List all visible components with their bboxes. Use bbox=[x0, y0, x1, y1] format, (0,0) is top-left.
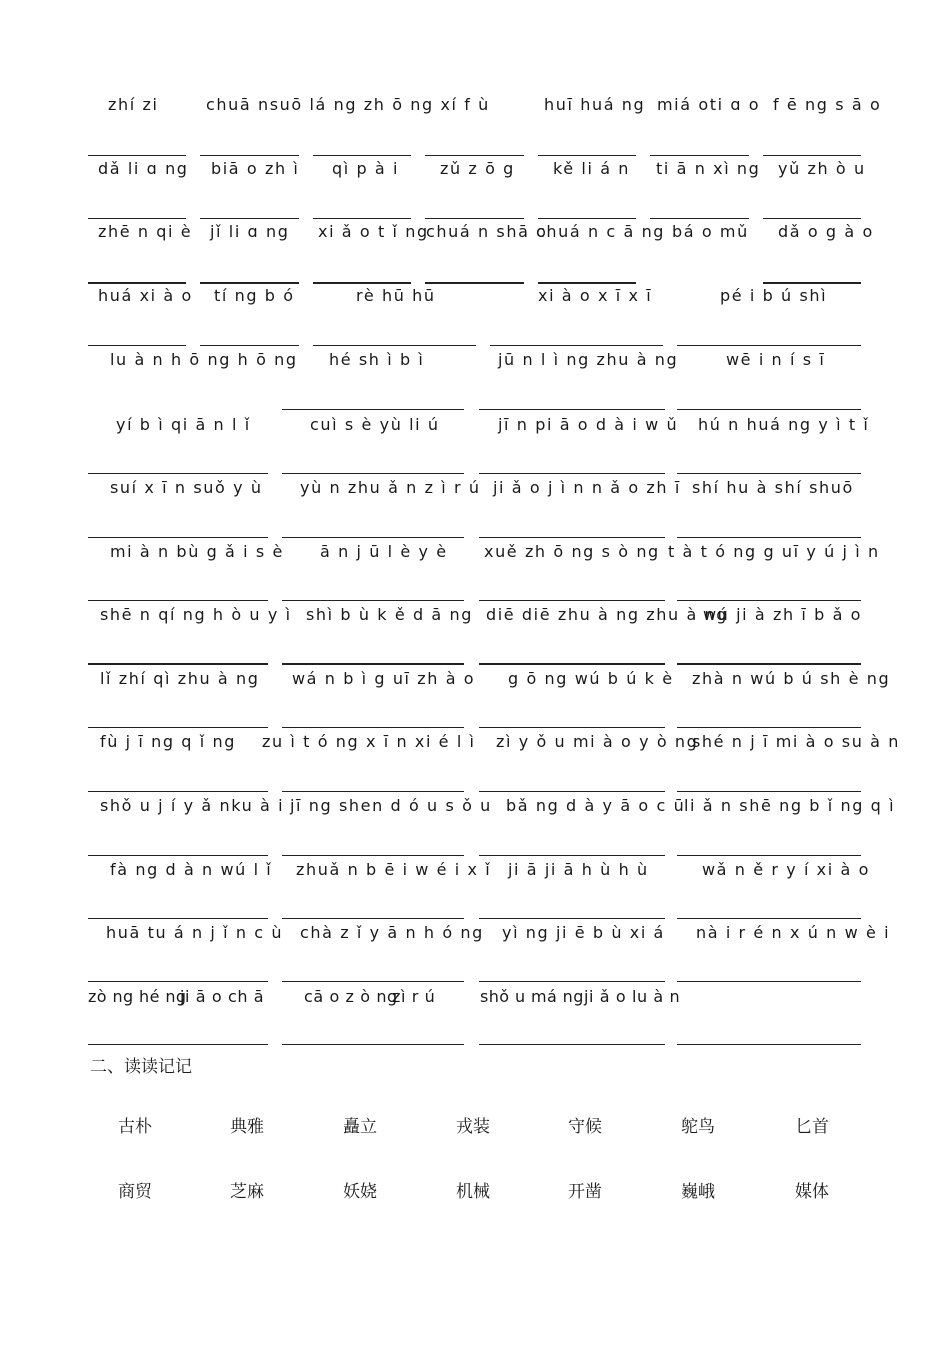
pinyin-word: diē diē zhu à ng zhu à ng bbox=[486, 605, 729, 624]
pinyin-word: xuě zh ō ng s ò ng bbox=[484, 542, 660, 561]
pinyin-word: cā o z ò ng bbox=[304, 987, 398, 1006]
pinyin-word: hé sh ì b ì bbox=[329, 350, 425, 369]
pinyin-word: shí hu à shí shuō bbox=[692, 478, 854, 497]
vocab-word: 芝麻 bbox=[230, 1182, 264, 1202]
answer-line bbox=[677, 1044, 861, 1045]
pinyin-word: zì y ǒ u mi à o y ò ng bbox=[496, 732, 699, 751]
answer-line bbox=[479, 409, 665, 410]
answer-line bbox=[88, 1044, 268, 1045]
pinyin-word: chuá n c ā ng bbox=[536, 222, 666, 241]
pinyin-word: yì ng ji ē b ù xi á bbox=[502, 923, 665, 942]
vocab-word: 机械 bbox=[456, 1182, 490, 1202]
pinyin-word: chuā nsuō lá ng zh ō ng xí f ù bbox=[206, 95, 490, 114]
pinyin-word: ji ǎ o lu à n bbox=[584, 987, 681, 1006]
pinyin-row bbox=[88, 282, 863, 310]
vocab-word: 匕首 bbox=[795, 1117, 829, 1137]
vocab-word: 戎装 bbox=[456, 1117, 490, 1137]
pinyin-word: huī huá ng bbox=[544, 95, 646, 114]
vocab-word: 鸵鸟 bbox=[681, 1117, 715, 1137]
pinyin-word: wǎ n ě r y í xi à o bbox=[702, 860, 870, 879]
pinyin-word: shì b ù k ě d ā ng bbox=[306, 605, 473, 624]
pinyin-word: zǔ z ō g bbox=[440, 159, 515, 178]
pinyin-row bbox=[88, 728, 900, 756]
pinyin-word: kě li á n bbox=[553, 159, 631, 178]
vocab-word: 开凿 bbox=[568, 1182, 602, 1202]
pinyin-row bbox=[88, 792, 896, 820]
pinyin-word: li ǎ n shē ng b ǐ ng q ì bbox=[684, 796, 896, 815]
pinyin-word: tí ng b ó bbox=[214, 286, 295, 305]
pinyin-word: cuì s è yù li ú bbox=[310, 415, 440, 434]
pinyin-row bbox=[88, 856, 870, 884]
pinyin-word: huá xi à o bbox=[98, 286, 193, 305]
pinyin-word: huā tu á n j ǐ n c ù bbox=[106, 923, 284, 942]
pinyin-word: xi ǎ o t ǐ ng bbox=[318, 222, 429, 241]
pinyin-word: shē n qí ng h ò u y ì bbox=[100, 605, 292, 624]
pinyin-row bbox=[88, 155, 866, 183]
pinyin-word: xi à o x ī x ī bbox=[538, 286, 653, 305]
answer-line bbox=[479, 1044, 665, 1045]
pinyin-word: ā n j ū l è y è bbox=[320, 542, 448, 561]
pinyin-word: hú n huá ng y ì t ǐ bbox=[698, 415, 870, 434]
answer-line bbox=[479, 981, 665, 982]
vocab-word: 妖娆 bbox=[343, 1182, 377, 1202]
pinyin-word: shǒ u má ng bbox=[480, 987, 584, 1006]
vocab-word: 矗立 bbox=[343, 1117, 377, 1137]
pinyin-word: zò ng hé ng bbox=[88, 987, 187, 1006]
pinyin-word: pé i b ú shì bbox=[720, 286, 828, 305]
pinyin-row bbox=[88, 601, 863, 629]
pinyin-word: t à t ó ng g uī y ú j ì n bbox=[668, 542, 880, 561]
pinyin-word: fà ng d à n wú l ǐ bbox=[110, 860, 273, 879]
pinyin-word: ji ā o ch ā bbox=[180, 987, 265, 1006]
vocab-word: 巍峨 bbox=[681, 1182, 715, 1202]
pinyin-row bbox=[88, 218, 874, 246]
answer-line bbox=[677, 409, 861, 410]
pinyin-word: jū n l ì ng zhu à ng bbox=[498, 350, 679, 369]
pinyin-word: bǎ ng d à y ā o c ū bbox=[506, 796, 686, 815]
vocab-word: 守候 bbox=[568, 1117, 602, 1137]
pinyin-word: zhà n wú b ú sh è ng bbox=[692, 669, 891, 688]
pinyin-word: shé n j ī mi à o su à n bbox=[692, 732, 900, 751]
pinyin-word: rè hū hū bbox=[356, 286, 436, 305]
vocab-word: 典雅 bbox=[230, 1117, 264, 1137]
answer-line bbox=[677, 981, 861, 982]
pinyin-word: ti ā n xì ng bbox=[656, 159, 761, 178]
pinyin-word: dǎ o g à o bbox=[778, 222, 874, 241]
pinyin-word: dǎ li ɑ ng bbox=[98, 159, 189, 178]
pinyin-word: nà i r é n x ú n w è i bbox=[696, 923, 891, 942]
pinyin-word: lu à n h ō ng h ō ng bbox=[110, 350, 298, 369]
pinyin-word: yǔ zh ò u bbox=[778, 159, 866, 178]
pinyin-word: fù j ī ng q ǐ ng bbox=[100, 732, 236, 751]
vocab-word: 媒体 bbox=[795, 1182, 829, 1202]
pinyin-word: yí b ì qi ā n l ǐ bbox=[116, 415, 251, 434]
pinyin-word: f ē ng s ā o bbox=[773, 95, 882, 114]
pinyin-word: jī ng shen d ó u s ǒ u bbox=[290, 796, 492, 815]
pinyin-word: qì p à i bbox=[332, 159, 400, 178]
section-heading: 二、读读记记 bbox=[90, 1057, 192, 1077]
pinyin-word: chuá n shā o bbox=[426, 222, 548, 241]
pinyin-word: suí x ī n suǒ y ù bbox=[110, 478, 263, 497]
pinyin-row bbox=[88, 983, 863, 1011]
pinyin-word: zu ì t ó ng x ī n xi é l ì bbox=[262, 732, 476, 751]
pinyin-row bbox=[88, 919, 891, 947]
pinyin-row bbox=[88, 346, 863, 374]
pinyin-word: zhuǎ n b ē i w é i x ǐ bbox=[296, 860, 492, 879]
pinyin-word: mi à n bù g ǎ i s è bbox=[110, 542, 284, 561]
answer-line bbox=[282, 1044, 464, 1045]
pinyin-row bbox=[88, 474, 863, 502]
pinyin-word: ji ǎ o j ì n n ǎ o zh ī bbox=[493, 478, 681, 497]
pinyin-word: zhí zi bbox=[108, 95, 159, 114]
pinyin-word: wú ji à zh ī b ǎ o bbox=[703, 605, 863, 624]
pinyin-word: g ō ng wú b ú k è bbox=[508, 669, 674, 688]
pinyin-word: ji ā ji ā h ù h ù bbox=[508, 860, 649, 879]
pinyin-row bbox=[88, 665, 891, 693]
pinyin-row bbox=[88, 411, 870, 439]
answer-line bbox=[282, 409, 464, 410]
pinyin-word: shǒ u j í y ǎ nku à i bbox=[100, 796, 285, 815]
vocab-word: 商贸 bbox=[118, 1182, 152, 1202]
pinyin-row bbox=[88, 91, 882, 119]
answer-line bbox=[88, 981, 268, 982]
pinyin-word: wá n b ì g uī zh à o bbox=[292, 669, 476, 688]
pinyin-word: yù n zhu ǎ n z ì r ú bbox=[300, 478, 481, 497]
pinyin-row bbox=[88, 538, 880, 566]
pinyin-word: wē i n í s ī bbox=[726, 350, 826, 369]
pinyin-word: jī n pi ā o d à i w ǔ bbox=[498, 415, 679, 434]
pinyin-word: bá o mǔ bbox=[672, 222, 749, 241]
pinyin-word: zì r ú bbox=[392, 987, 436, 1006]
pinyin-word: zhē n qi è bbox=[98, 222, 193, 241]
pinyin-word: biā o zh ì bbox=[211, 159, 300, 178]
pinyin-word: miá oti ɑ o bbox=[657, 95, 761, 114]
vocab-word: 古朴 bbox=[118, 1117, 152, 1137]
answer-line bbox=[282, 981, 464, 982]
pinyin-word: chà z ǐ y ā n h ó ng bbox=[300, 923, 484, 942]
pinyin-word: jǐ li ɑ ng bbox=[210, 222, 290, 241]
pinyin-word: lǐ zhí qì zhu à ng bbox=[100, 669, 260, 688]
